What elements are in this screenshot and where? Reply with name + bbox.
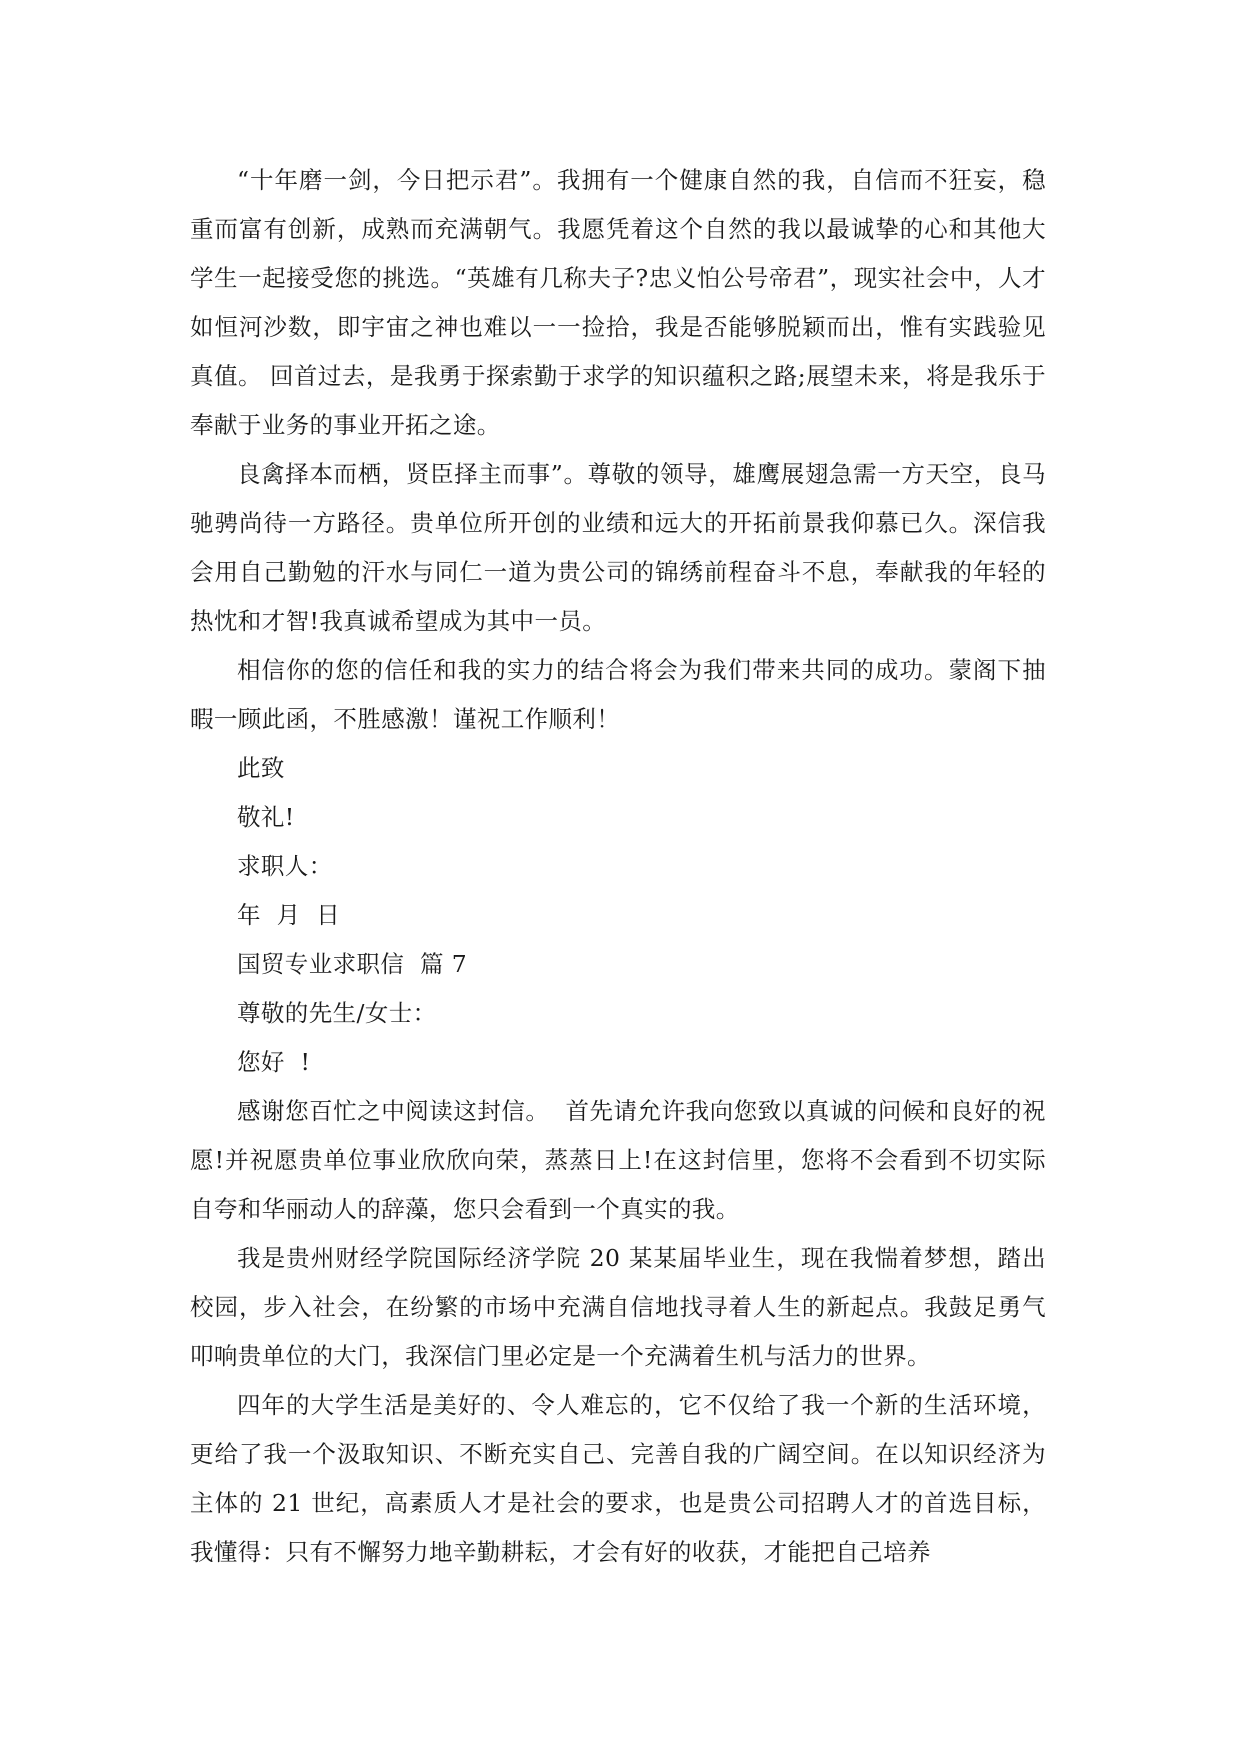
letter-body <box>190 156 1046 1577</box>
salutation: 尊敬的先生/女士： <box>237 999 437 1027</box>
paragraph-self-introduction: “十年磨一剑，今日把示君”。我拥有一个健康自然的我，自信而不狂妄，稳重而富有创新，成熟而充满朝气。我愿凭着这个自然的我以最诚挚的心和其他大学生一起接受您的挑选。“英雄有几称夫子?忠义怕公号帝君”，现实社会中，人才如恒河沙数，即宇宙之神也难以一一捡拾，我是否能够脱颖而出，惟有实践验见真值。 回首过去，是我勇于探索勤于求学的知识蕴积之路;展望未来，将是我乐于奉献于业务的事业开拓之途。 <box>190 166 1046 439</box>
paragraph-university-life: 四年的大学生活是美好的、令人难忘的，它不仅给了我一个新的生活环境，更给了我一个汲取知识、不断充实自己、完善自我的广阔空间。在以知识经济为主体的 21 世纪，高素质人才是社会的要求，也是贵公司招聘人才的首选目标，我懂得：只有不懈努力地辛勤耕耘，才会有好的收获，才能把自己培养 <box>190 1391 1046 1566</box>
paragraph-aspiration: 良禽择本而栖，贤臣择主而事”。尊敬的领导，雄鹰展翅急需一方天空，良马驰骋尚待一方路径。贵单位所开创的业绩和远大的开拓前景我仰慕已久。深信我会用自己勤勉的汗水与同仁一道为贵公司的锦绣前程奋斗不息，奉献我的年轻的热忱和才智!我真诚希望成为其中一员。 <box>190 460 1046 635</box>
section-title: 国贸专业求职信 篇 7 <box>237 950 468 978</box>
paragraph-closing-wishes: 相信你的您的信任和我的实力的结合将会为我们带来共同的成功。蒙阁下抽暇一顾此函，不胜感激！谨祝工作顺利！ <box>190 656 1046 733</box>
paragraph-graduate-intro: 我是贵州财经学院国际经济学院 20 某某届毕业生，现在我惴着梦想，踏出校园，步入社会，在纷繁的市场中充满自信地找寻着人生的新起点。我鼓足勇气叩响贵单位的大门，我深信门里必定是一个充满着生机与活力的世界。 <box>190 1244 1046 1370</box>
signature-date: 年 月 日 <box>237 901 341 929</box>
paragraph-thanks: 感谢您百忙之中阅读这封信。 首先请允许我向您致以真诚的问候和良好的祝愿!并祝愿贵单位事业欣欣向荣，蒸蒸日上!在这封信里，您将不会看到不切实际自夸和华丽动人的辞藻，您只会看到一个真实的我。 <box>190 1097 1046 1223</box>
closing-jingli: 敬礼! <box>237 803 295 831</box>
closing-cizhi: 此致 <box>237 754 285 782</box>
greeting: 您好 ! <box>237 1048 311 1076</box>
signature-applicant: 求职人： <box>237 852 333 880</box>
